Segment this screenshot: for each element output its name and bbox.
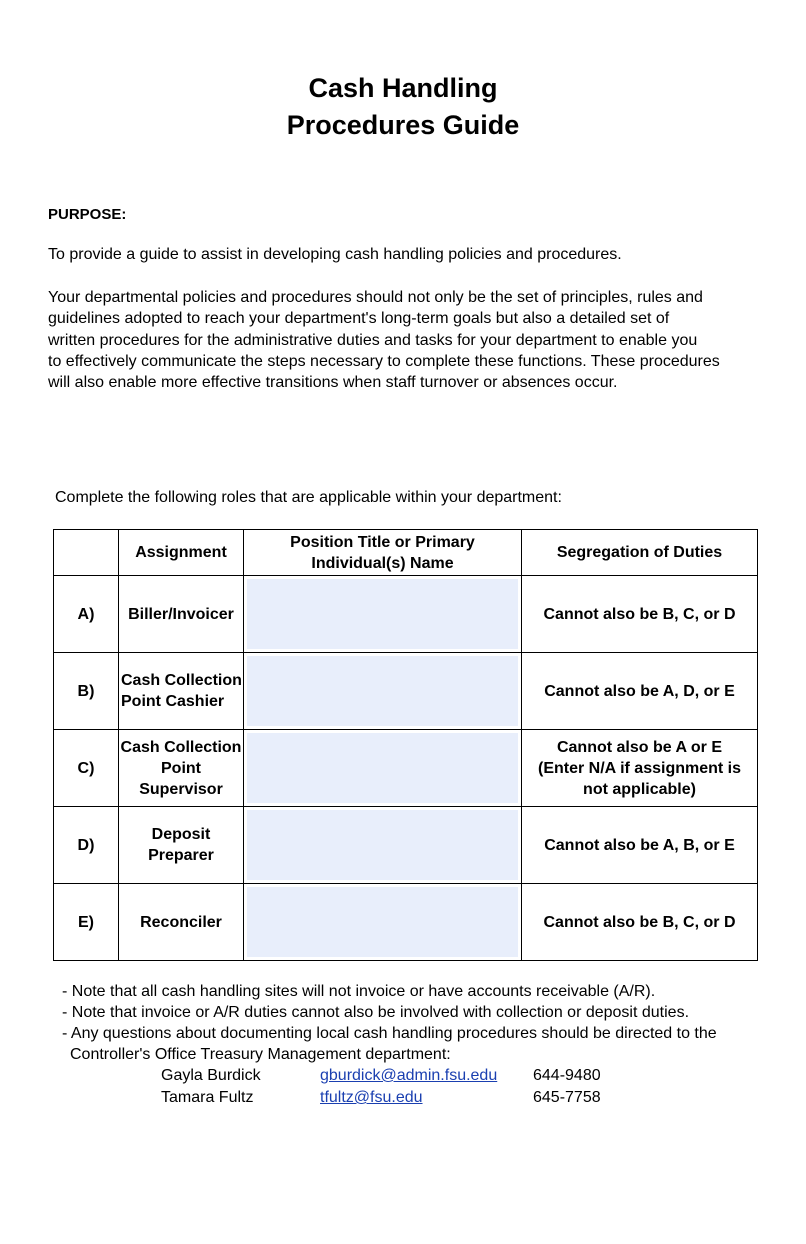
note-line: - Note that all cash handling sites will not invoice or have accounts receivable (A/R).: [62, 983, 656, 1000]
row-name-cell: [244, 730, 522, 807]
header-position-line-2: Individual(s) Name: [311, 554, 454, 572]
header-letter: [54, 530, 119, 576]
row-letter: D): [54, 807, 119, 884]
row-name-cell: [244, 653, 522, 730]
header-assignment: Assignment: [119, 530, 244, 576]
segregation-line: (Enter N/A if assignment is: [538, 759, 741, 777]
table-row: [54, 576, 758, 653]
row-name-cell: [244, 884, 522, 961]
segregation-line: Cannot also be B, C, or D: [543, 913, 736, 931]
note-line: - Any questions about documenting local cash handling procedures should be directed to the: [62, 1025, 717, 1042]
contact-email-link[interactable]: gburdick@admin.fsu.edu: [320, 1067, 498, 1084]
position-name-field[interactable]: [247, 733, 518, 803]
contact-phone: 644-9480: [533, 1067, 601, 1084]
row-letter: B): [54, 653, 119, 730]
assignment-line: Preparer: [148, 847, 214, 864]
roles-table: [53, 529, 758, 961]
assignment-line: Reconciler: [140, 913, 222, 931]
segregation-line: Cannot also be A, B, or E: [544, 836, 735, 854]
assignment-line: Biller/Invoicer: [128, 605, 234, 623]
assignment-line: Point Cashier: [121, 693, 225, 710]
purpose-heading: PURPOSE:: [48, 206, 127, 223]
segregation-line: Cannot also be A or E: [556, 738, 723, 756]
position-name-field[interactable]: [247, 579, 518, 649]
purpose-statement: To provide a guide to assist in developing cash handling policies and procedures.: [48, 246, 622, 263]
row-assignment: [119, 653, 244, 730]
row-segregation: [522, 807, 758, 884]
row-assignment: [119, 576, 244, 653]
header-position-line-1: Position Title or Primary: [290, 533, 475, 551]
contact-email-link[interactable]: tfultz@fsu.edu: [320, 1089, 423, 1106]
policy-line: guidelines adopted to reach your department's long-term goals but also a detailed set of: [48, 310, 670, 328]
row-name-cell: [244, 576, 522, 653]
policy-paragraph: [48, 287, 763, 393]
row-letter: C): [54, 730, 119, 807]
policy-line: will also enable more effective transitions when staff turnover or absences occur.: [48, 374, 618, 392]
assignment-line: Deposit: [151, 826, 211, 843]
header-position: [244, 530, 522, 576]
policy-line: to effectively communicate the steps necessary to complete these functions. These procedures: [48, 352, 720, 370]
row-assignment: [119, 807, 244, 884]
row-letter: A): [54, 576, 119, 653]
row-segregation: [522, 730, 758, 807]
row-segregation: [522, 884, 758, 961]
row-letter: E): [54, 884, 119, 961]
table-row: [54, 653, 758, 730]
assignment-line: Cash Collection: [120, 738, 242, 756]
table-row: [54, 807, 758, 884]
note-line: - Note that invoice or A/R duties cannot also be involved with collection or deposit duties.: [62, 1004, 690, 1021]
header-segregation: Segregation of Duties: [522, 530, 758, 576]
contact-name: Tamara Fultz: [161, 1089, 254, 1106]
table-row: [54, 884, 758, 961]
position-name-field[interactable]: [247, 810, 518, 880]
segregation-line: Cannot also be B, C, or D: [543, 605, 736, 623]
contact-phone: 645-7758: [533, 1089, 601, 1106]
contact-name: Gayla Burdick: [161, 1067, 261, 1084]
segregation-line: not applicable): [583, 780, 696, 798]
table-row: [54, 730, 758, 807]
segregation-line: Cannot also be A, D, or E: [544, 682, 735, 700]
assignment-line: Supervisor: [139, 780, 223, 798]
table-intro: Complete the following roles that are applicable within your department:: [55, 489, 562, 506]
policy-line: written procedures for the administrative duties and tasks for your department to enable you: [48, 331, 698, 349]
policy-line: Your departmental policies and procedures should not only be the set of principles, rules and: [48, 289, 703, 306]
title-line-1: Cash Handling: [308, 73, 498, 103]
position-name-field[interactable]: [247, 887, 518, 957]
row-segregation: [522, 653, 758, 730]
row-segregation: [522, 576, 758, 653]
title-line-2: Procedures Guide: [286, 110, 520, 140]
row-name-cell: [244, 807, 522, 884]
table-header-row: [54, 530, 758, 576]
row-assignment: [119, 884, 244, 961]
row-assignment: [119, 730, 244, 807]
note-line: Controller's Office Treasury Management department:: [70, 1046, 451, 1063]
assignment-line: Point: [161, 759, 201, 777]
position-name-field[interactable]: [247, 656, 518, 726]
assignment-line: Cash Collection: [121, 672, 242, 689]
page-title: [0, 70, 806, 144]
notes: [62, 981, 782, 1065]
